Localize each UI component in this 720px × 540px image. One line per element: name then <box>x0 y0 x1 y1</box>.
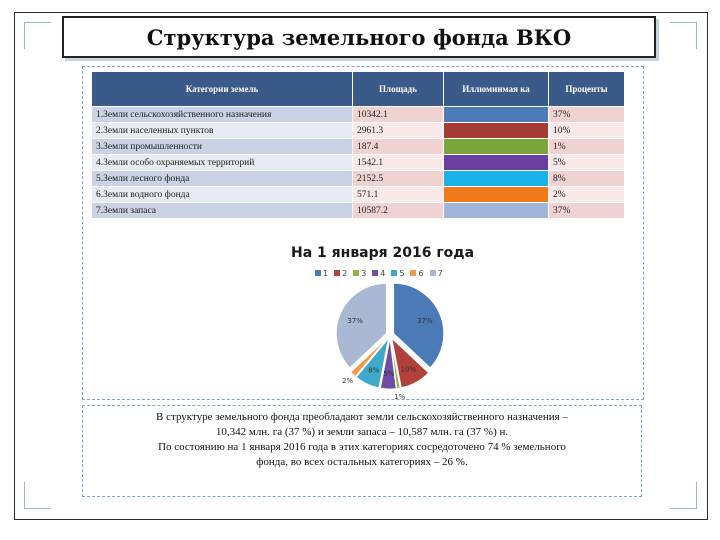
legend-label: 3 <box>361 269 367 278</box>
cell-percent: 8% <box>549 171 625 187</box>
cell-color-swatch <box>444 123 549 139</box>
pie-chart <box>305 277 475 402</box>
legend-swatch <box>334 270 340 276</box>
cell-percent: 5% <box>549 155 625 171</box>
cell-category: 6.Земли водного фонда <box>92 187 353 203</box>
corner-decoration <box>670 22 697 49</box>
cell-area: 1542.1 <box>353 155 444 171</box>
table-row <box>92 107 625 123</box>
header-color: Иллюминмая ка <box>444 72 549 107</box>
table-row <box>92 203 625 219</box>
header-area: Площадь <box>353 72 444 107</box>
cell-percent: 37% <box>549 203 625 219</box>
summary-line: фонда, во всех остальных категориях – 26 %. <box>256 456 468 468</box>
cell-category: 4.Земли особо охраняемых территорий <box>92 155 353 171</box>
pie-data-label: 8% <box>368 366 380 375</box>
pie-data-label: 37% <box>417 316 433 325</box>
slide-title: Структура земельного фонда ВКО <box>146 24 572 50</box>
table-header-row <box>92 72 625 107</box>
cell-color-swatch <box>444 139 549 155</box>
cell-category: 2.Земли населенных пунктов <box>92 123 353 139</box>
cell-color-swatch <box>444 155 549 171</box>
cell-area: 2152.5 <box>353 171 444 187</box>
table-row <box>92 187 625 203</box>
legend-swatch <box>410 270 416 276</box>
cell-category: 3.Земли промышленности <box>92 139 353 155</box>
pie-data-label: 1% <box>394 393 406 402</box>
legend-swatch <box>372 270 378 276</box>
legend-label: 7 <box>437 269 443 278</box>
cell-color-swatch <box>444 107 549 123</box>
legend-swatch <box>430 270 436 276</box>
cell-color-swatch <box>444 203 549 219</box>
table-row <box>92 139 625 155</box>
cell-percent: 2% <box>549 187 625 203</box>
pie-data-label: 37% <box>347 316 363 325</box>
table-row <box>92 155 625 171</box>
legend-label: 5 <box>399 269 405 278</box>
cell-color-swatch <box>444 171 549 187</box>
header-percent: Проценты <box>549 72 625 107</box>
cell-area: 10342.1 <box>353 107 444 123</box>
cell-percent: 10% <box>549 123 625 139</box>
cell-category: 7.Земли запаса <box>92 203 353 219</box>
cell-category: 5.Земли лесного фонда <box>92 171 353 187</box>
legend-label: 4 <box>380 269 386 278</box>
summary-line: В структуре земельного фонда преобладают земли сельскохозяйственного назначения – <box>156 411 568 423</box>
legend-label: 1 <box>323 269 329 278</box>
pie-data-label: 5% <box>383 369 395 378</box>
cell-percent: 37% <box>549 107 625 123</box>
pie-data-label: 2% <box>342 377 354 386</box>
summary-line: По состоянию на 1 января 2016 года в этих категориях сосредоточено 74 % земельного <box>158 441 566 453</box>
summary-text-box <box>82 405 642 497</box>
legend-swatch <box>315 270 321 276</box>
title-box <box>62 16 656 58</box>
cell-category: 1.Земли сельскохозяйственного назначения <box>92 107 353 123</box>
table-row <box>92 123 625 139</box>
corner-decoration <box>670 482 697 509</box>
land-category-table <box>91 71 625 219</box>
content-panel <box>82 66 644 400</box>
cell-area: 2961.3 <box>353 123 444 139</box>
cell-area: 187.4 <box>353 139 444 155</box>
legend-swatch <box>353 270 359 276</box>
cell-area: 571.1 <box>353 187 444 203</box>
table-row <box>92 171 625 187</box>
legend-label: 6 <box>418 269 424 278</box>
legend-swatch <box>391 270 397 276</box>
cell-color-swatch <box>444 187 549 203</box>
summary-line: 10,342 млн. га (37 %) и земли запаса – 10,587 млн. га (37 %) н. <box>215 426 509 438</box>
cell-area: 10587.2 <box>353 203 444 219</box>
cell-percent: 1% <box>549 139 625 155</box>
corner-decoration <box>24 482 51 509</box>
header-category: Категории земель <box>92 72 353 107</box>
pie-data-label: 10% <box>400 365 417 374</box>
corner-decoration <box>24 22 51 49</box>
chart-title: На 1 января 2016 года <box>291 245 475 261</box>
legend-label: 2 <box>342 269 348 278</box>
